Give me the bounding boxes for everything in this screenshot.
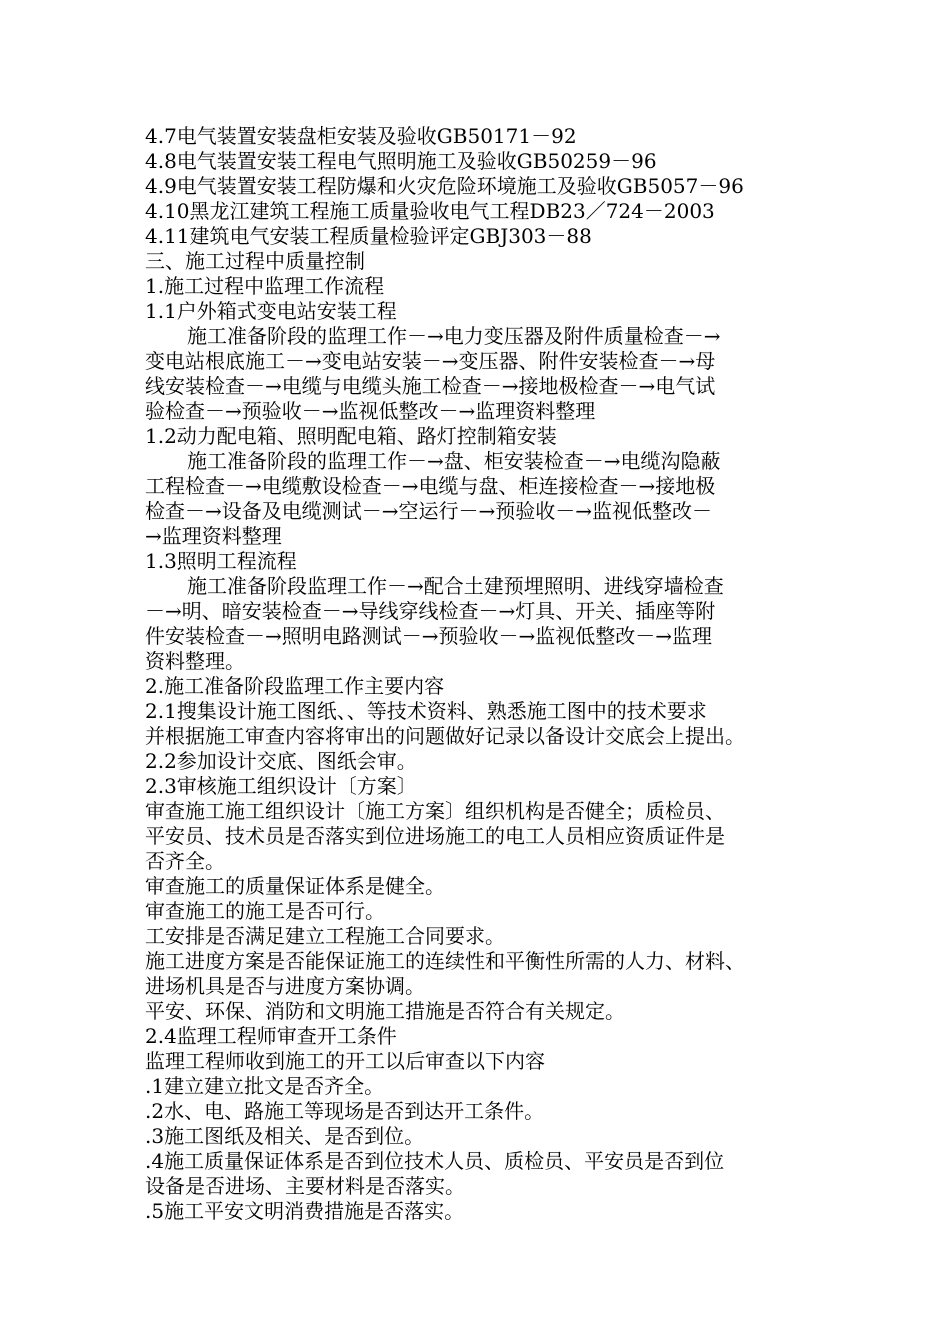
- text-line: →监理资料整理: [145, 524, 282, 548]
- text-line: 施工准备阶段的监理工作－→盘、柜安装检查－→电缆沟隐蔽: [187, 449, 721, 473]
- text-line: 平安员、技术员是否落实到位进场施工的电工人员相应资质证件是: [145, 824, 725, 848]
- text-line: 1.施工过程中监理工作流程: [145, 274, 385, 298]
- text-line: 工程检查－→电缆敷设检查－→电缆与盘、柜连接检查－→接地极: [145, 474, 716, 498]
- text-line: 4.9电气装置安装工程防爆和火灾危险环境施工及验收GB5057－96: [145, 174, 744, 198]
- text-line: －→明、暗安装检查－→导线穿线检查－→灯具、开关、插座等附: [145, 599, 716, 623]
- text-line: 审查施工的施工是否可行。: [145, 899, 385, 923]
- text-line: 并根据施工审查内容将审出的问题做好记录以备设计交底会上提出。: [145, 724, 745, 748]
- text-line: 4.11建筑电气安装工程质量检验评定GBJ303－88: [145, 224, 592, 248]
- text-line: .4施工质量保证体系是否到位技术人员、质检员、平安员是否到位: [145, 1149, 725, 1173]
- text-line: 检查－→设备及电缆测试－→空运行－→预验收－→监视低整改－: [145, 499, 713, 523]
- text-line: 2.2参加设计交底、图纸会审。: [145, 749, 417, 773]
- text-line: 2.施工准备阶段监理工作主要内容: [145, 674, 445, 698]
- text-line: .1建立建立批文是否齐全。: [145, 1074, 385, 1098]
- text-line: 否齐全。: [145, 849, 225, 873]
- text-line: 施工准备阶段监理工作－→配合土建预埋照明、进线穿墙检查: [187, 574, 724, 598]
- text-line: 验检查－→预验收－→监视低整改－→监理资料整理: [145, 399, 596, 423]
- text-line: .5施工平安文明消费措施是否落实。: [145, 1199, 465, 1223]
- text-line: 件安装检查－→照明电路测试－→预验收－→监视低整改－→监理: [145, 624, 713, 648]
- text-line: 设备是否进场、主要材料是否落实。: [145, 1174, 465, 1198]
- text-line: 线安装检查－→电缆与电缆头施工检查－→接地极检查－→电气试: [145, 374, 716, 398]
- text-line: .3施工图纸及相关、是否到位。: [145, 1124, 425, 1148]
- text-line: 平安、环保、消防和文明施工措施是否符合有关规定。: [145, 999, 625, 1023]
- text-line: 施工准备阶段的监理工作－→电力变压器及附件质量检查－→: [187, 324, 721, 348]
- text-line: 1.3照明工程流程: [145, 549, 297, 573]
- text-line: .2水、电、路施工等现场是否到达开工条件。: [145, 1099, 545, 1123]
- text-line: 4.7电气装置安装盘柜安装及验收GB50171－92: [145, 124, 577, 148]
- text-line: 2.4监理工程师审查开工条件: [145, 1024, 397, 1048]
- text-line: 工安排是否满足建立工程施工合同要求。: [145, 924, 505, 948]
- document-body: [145, 124, 825, 1224]
- text-line: 1.1户外箱式变电站安装工程: [145, 299, 397, 323]
- text-line: 变电站根底施工－→变电站安装－→变压器、附件安装检查－→母: [145, 349, 716, 373]
- text-line: 进场机具是否与进度方案协调。: [145, 974, 425, 998]
- text-line: 资料整理。: [145, 649, 245, 673]
- text-line: 4.8电气装置安装工程电气照明施工及验收GB50259－96: [145, 149, 657, 173]
- text-line: 监理工程师收到施工的开工以后审查以下内容: [145, 1049, 545, 1073]
- text-line: 1.2动力配电箱、照明配电箱、路灯控制箱安装: [145, 424, 557, 448]
- text-line: 施工进度方案是否能保证施工的连续性和平衡性所需的人力、材料、: [145, 949, 745, 973]
- text-line: 审查施工的质量保证体系是健全。: [145, 874, 445, 898]
- text-line: 4.10黑龙江建筑工程施工质量验收电气工程DB23／724－2003: [145, 199, 715, 223]
- text-line: 2.3审核施工组织设计〔方案〕: [145, 774, 417, 798]
- text-line: 三、施工过程中质量控制: [145, 249, 365, 273]
- text-line: 审查施工施工组织设计〔施工方案〕组织机构是否健全；质检员、: [145, 799, 725, 823]
- text-line: 2.1搜集设计施工图纸、、等技术资料、熟悉施工图中的技术要求: [145, 699, 707, 723]
